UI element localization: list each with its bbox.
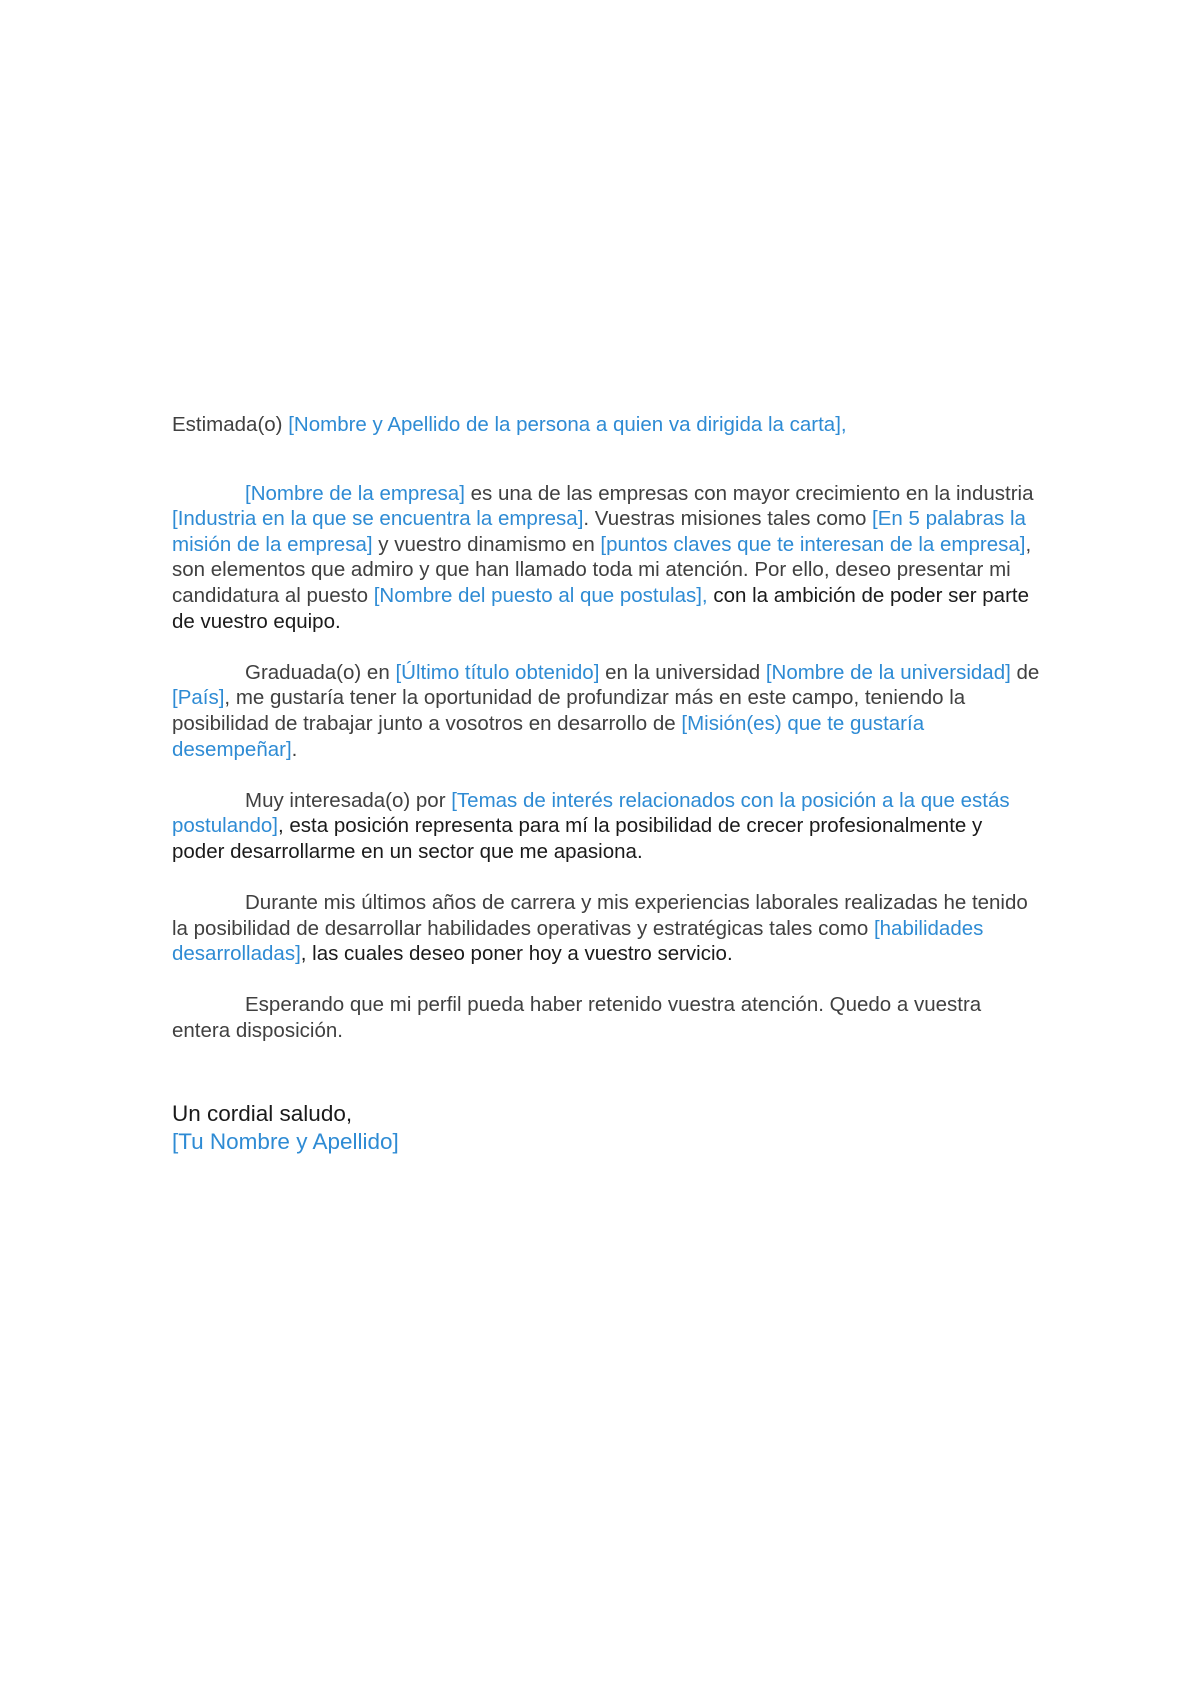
- greeting-prefix: Estimada(o): [172, 413, 289, 436]
- paragraph-text: Muy interesada(o) por: [245, 788, 452, 812]
- recipient-placeholder: [Nombre y Apellido de la persona a quien va dirigida la carta],: [288, 413, 847, 436]
- paragraph-text: .: [291, 737, 298, 761]
- cover-letter: [172, 412, 1040, 1156]
- paragraph-text: y vuestro dinamismo en: [372, 532, 601, 556]
- topics-placeholder: [Temas de interés relacionados con la posición a la que estás postulando]: [172, 788, 1010, 838]
- country-placeholder: [País]: [172, 686, 225, 710]
- paragraph-text: con la ambición de poder ser parte de vuestro equipo.: [172, 583, 1029, 633]
- paragraph-interest: [172, 788, 1040, 865]
- paragraph-company: [172, 481, 1040, 635]
- paragraph-text: , esta posición representa para mí la posibilidad de crecer profesionalmente y poder desarrollarme en un sector que me apasiona.: [172, 814, 983, 863]
- paragraph-text: , las cuales deseo poner hoy a vuestro servicio.: [300, 942, 733, 966]
- paragraph-text: , son elementos que admiro y que han llamado toda mi atención. Por ello, deseo presentar mi candidatura al puesto: [172, 532, 1032, 607]
- paragraph-text: en la universidad: [599, 660, 766, 684]
- paragraph-text: Graduada(o) en: [245, 660, 396, 684]
- position-placeholder: [Nombre del puesto al que postulas],: [373, 583, 708, 607]
- paragraph-text: es una de las empresas con mayor crecimiento en la industria: [464, 481, 1034, 505]
- paragraph-text: Esperando que mi perfil pueda haber retenido vuestra atención. Quedo a vuestra entera disposición.: [172, 993, 982, 1043]
- paragraph-text: Durante mis últimos años de carrera y mis experiencias laborales realizadas he tenido la posibilidad de desarrollar habilidades operativas y estratégicas tales como: [172, 891, 1028, 940]
- greeting-line: [172, 412, 1040, 438]
- paragraph-experience: [172, 890, 1040, 967]
- skills-placeholder: [habilidades desarrolladas]: [172, 916, 984, 966]
- paragraph-availability: [172, 992, 1040, 1043]
- paragraph-education: [172, 660, 1040, 762]
- closing-salutation: Un cordial saludo,: [172, 1100, 353, 1126]
- industry-placeholder: [Industria en la que se encuentra la empresa]: [172, 507, 584, 531]
- missions-placeholder: [Misión(es) que te gustaría desempeñar]: [172, 711, 925, 761]
- paragraph-text: . Vuestras misiones tales como: [583, 507, 873, 531]
- degree-placeholder: [Último título obtenido]: [395, 660, 600, 684]
- signature-name-placeholder: [Tu Nombre y Apellido]: [172, 1128, 399, 1154]
- key-points-placeholder: [puntos claves que te interesan de la empresa]: [600, 532, 1026, 556]
- paragraph-text: de: [1010, 660, 1040, 684]
- university-placeholder: [Nombre de la universidad]: [765, 660, 1011, 684]
- closing-block: [172, 1100, 1040, 1156]
- paragraph-text: , me gustaría tener la oportunidad de profundizar más en este campo, teniendo la posibilidad de trabajar junto a vosotros en desarrollo de: [172, 686, 966, 735]
- mission-placeholder: [En 5 palabras la misión de la empresa]: [172, 507, 1026, 556]
- company-name-placeholder: [Nombre de la empresa]: [245, 481, 465, 505]
